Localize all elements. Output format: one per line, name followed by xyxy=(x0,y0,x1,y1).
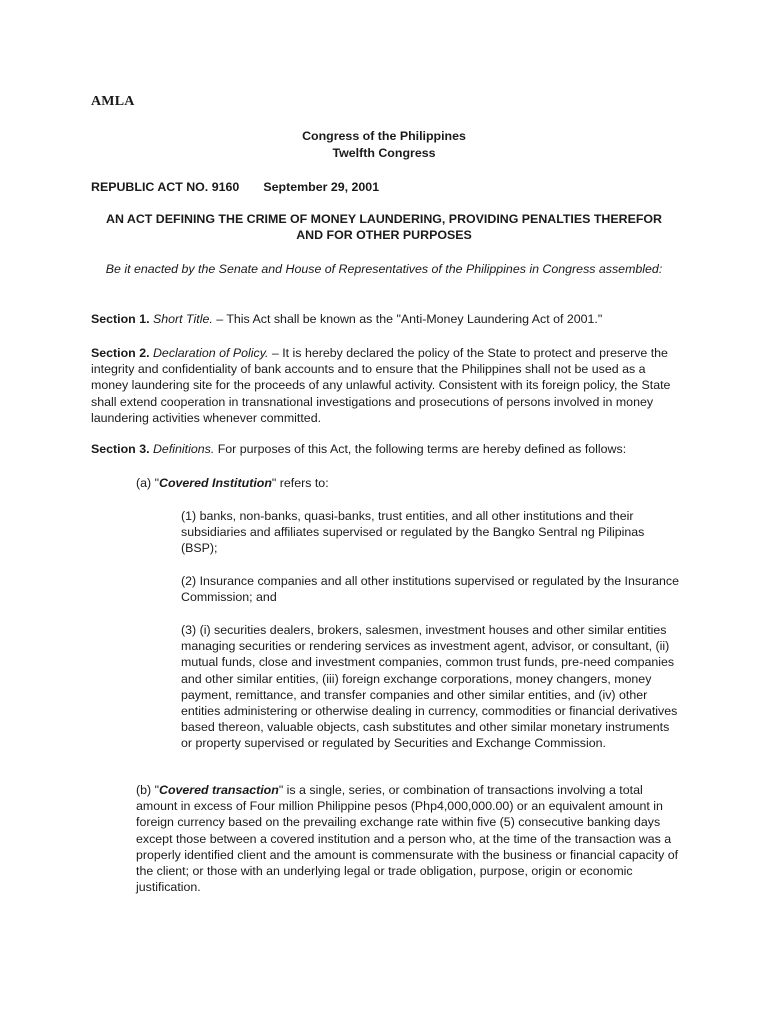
section-title: Declaration of Policy. xyxy=(152,346,269,360)
definition-a-item-3: (3) (i) securities dealers, brokers, salesmen, investment houses and other similar entities managing securities or rendering services as investment agent, advisor, or consultant, (ii) mutual funds, close and investment companies, common trust funds, pre-need companies and other similar entities, (iii) foreign exchange corporations, money changers, money payment, remittance, and transfer companies and other similar entities, and (iv) other entities administering or otherwise dealing in currency, commodities or financial derivatives based thereon, valuable objects, cash substitutes and other similar monetary instruments or property supervised or regulated by Securities and Exchange Commission. xyxy=(181,623,678,751)
act-number: REPUBLIC ACT NO. 9160 xyxy=(91,180,240,194)
document-label: AMLA xyxy=(91,94,135,109)
section-3 xyxy=(91,441,681,457)
definition-a-item-2: (2) Insurance companies and all other institutions supervised or regulated by the Insurance Commission; and xyxy=(181,574,679,605)
act-date: September 29, 2001 xyxy=(263,180,380,194)
definition-a-item-1: (1) banks, non-banks, quasi-banks, trust entities, and all other institutions and their subsidiaries and affiliates supervised or regulated by the Bangko Sentral ng Pilipinas (BSP); xyxy=(181,509,645,556)
definition-b xyxy=(136,782,681,895)
section-text: – It is hereby declared the policy of the State to protect and preserve the integrity and confidentiality of bank accounts and to ensure that the Philippines shall not be used as a money laundering site for the proceeds of any unlawful activity. Consistent with its foreign policy, the State shall extend cooperation in transnational investigations and prosecutions of persons involved in money laundering activities whenever committed. xyxy=(91,346,671,425)
act-title: AN ACT DEFINING THE CRIME OF MONEY LAUNDERING, PROVIDING PENALTIES THEREFOR AND FOR OTHER PURPOSES xyxy=(106,212,662,243)
section-2 xyxy=(91,345,681,426)
section-title: Short Title. xyxy=(152,312,213,326)
definition-text: " is a single, series, or combination of transactions involving a total amount in excess of Four million Philippine pesos (Php4,000,000.00) or an equivalent amount in foreign currency based on the prevailing exchange rate within five (5) consecutive banking days except those between a covered institution and a person who, at the time of the transaction was a properly identified client and the amount is commensurate with the business or financial capacity of the client; or those with an underlying legal or trade obligation, purpose, origin or economic justification. xyxy=(136,783,679,895)
section-title: Definitions. xyxy=(152,442,215,456)
section-label: Section 1. xyxy=(91,312,150,326)
act-identifier xyxy=(91,179,379,195)
definition-prefix: (a) " xyxy=(136,476,159,490)
definition-prefix: (b) " xyxy=(136,783,159,797)
defined-term: Covered Institution xyxy=(159,476,272,490)
section-1 xyxy=(91,311,681,327)
definition-suffix: " refers to: xyxy=(271,476,329,490)
section-label: Section 2. xyxy=(91,346,150,360)
section-text: For purposes of this Act, the following terms are hereby defined as follows: xyxy=(214,442,627,456)
section-label: Section 3. xyxy=(91,442,150,456)
section-text: – This Act shall be known as the "Anti-Money Laundering Act of 2001." xyxy=(212,312,603,326)
enacting-clause: Be it enacted by the Senate and House of Representatives of the Philippines in Congress assembled: xyxy=(105,262,663,276)
congress-heading: Congress of the Philippines xyxy=(302,129,466,143)
definition-a xyxy=(136,475,329,491)
defined-term: Covered transaction xyxy=(159,783,279,797)
session-heading: Twelfth Congress xyxy=(332,146,436,160)
